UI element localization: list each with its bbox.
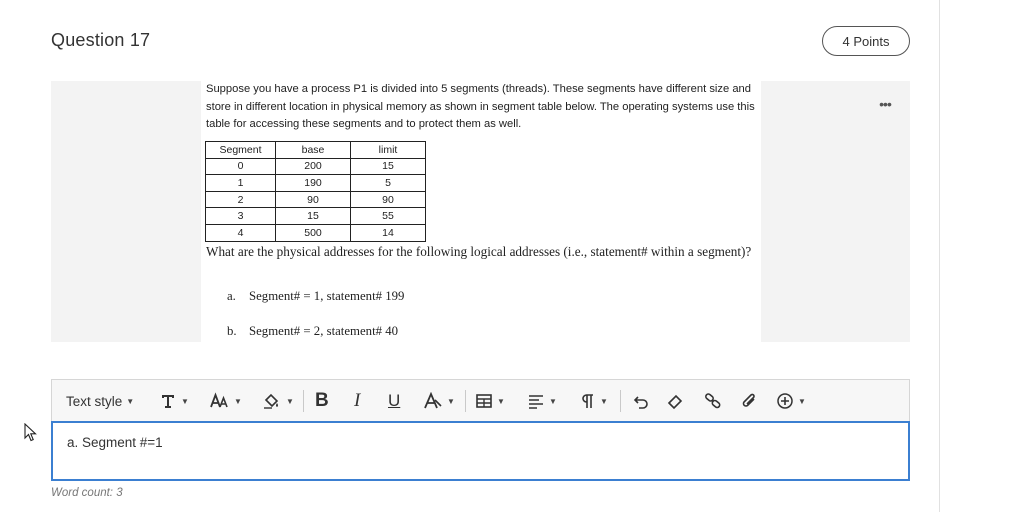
chevron-down-icon: ▼ <box>126 396 135 406</box>
part-label: b. <box>227 324 237 338</box>
table-cell: 55 <box>351 208 426 225</box>
table-cell: 2 <box>206 191 276 208</box>
table-header: base <box>276 142 351 159</box>
align-button[interactable] <box>527 380 557 422</box>
eraser-button[interactable] <box>666 380 684 422</box>
word-count: Word count: 3 <box>51 487 123 499</box>
chevron-down-icon: ▼ <box>600 396 608 406</box>
table-cell: 90 <box>351 191 426 208</box>
table-cell: 200 <box>276 158 351 175</box>
link-icon <box>704 392 722 410</box>
table-cell: 500 <box>276 224 351 241</box>
points-badge: 4 Points <box>822 26 910 56</box>
part-label: a. <box>227 289 236 303</box>
font-color-icon <box>423 392 443 410</box>
font-size-icon <box>210 392 230 410</box>
question-part-b <box>227 324 398 339</box>
underline-icon: U <box>388 391 401 410</box>
answer-editor[interactable] <box>51 421 910 481</box>
undo-button[interactable] <box>632 380 650 422</box>
chevron-down-icon: ▼ <box>447 396 455 406</box>
toolbar-divider <box>303 390 304 412</box>
paragraph-icon <box>580 392 596 410</box>
chevron-down-icon: ▼ <box>234 396 242 406</box>
text-style-label: Text style <box>66 393 123 409</box>
insert-icon <box>776 392 794 410</box>
chevron-down-icon: ▼ <box>798 396 806 406</box>
table-row <box>206 175 426 192</box>
mouse-cursor-icon <box>24 423 38 443</box>
chevron-down-icon: ▼ <box>286 396 294 406</box>
toolbar-divider <box>465 390 466 412</box>
insert-button[interactable] <box>776 380 806 422</box>
table-cell: 5 <box>351 175 426 192</box>
table-cell: 4 <box>206 224 276 241</box>
font-size-button[interactable] <box>210 380 242 422</box>
table-cell: 1 <box>206 175 276 192</box>
table-header: Segment <box>206 142 276 159</box>
italic-button[interactable] <box>354 380 360 422</box>
highlight-icon <box>262 392 282 410</box>
font-button[interactable] <box>159 380 189 422</box>
table-row <box>206 191 426 208</box>
question-title: Question 17 <box>51 30 151 50</box>
undo-icon <box>632 392 650 410</box>
attach-icon <box>740 392 758 410</box>
answer-text[interactable]: a. Segment #=1 <box>67 435 163 450</box>
underline-button[interactable] <box>388 380 400 422</box>
font-color-button[interactable] <box>423 380 455 422</box>
question-part-a <box>227 289 404 304</box>
question-prompt: What are the physical addresses for the following logical addresses (i.e., statement# within a segment)? <box>206 244 752 259</box>
table-cell: 3 <box>206 208 276 225</box>
chevron-down-icon: ▼ <box>181 396 189 406</box>
text-style-dropdown[interactable] <box>66 380 134 422</box>
table-cell: 15 <box>276 208 351 225</box>
highlight-button[interactable] <box>262 380 294 422</box>
table-cell: 14 <box>351 224 426 241</box>
question-intro: Suppose you have a process P1 is divided into 5 segments (threads). These segments have different size and store in different location in physical memory as shown in segment table below. The operating systems use this table for accessing these segments and to protect them as well. <box>206 83 755 130</box>
attach-button[interactable] <box>740 380 758 422</box>
align-icon <box>527 392 545 410</box>
bold-button[interactable] <box>315 380 329 422</box>
table-cell: 0 <box>206 158 276 175</box>
italic-icon: I <box>354 390 361 411</box>
part-text: Segment# = 1, statement# 199 <box>249 289 405 303</box>
table-header-row <box>206 142 426 159</box>
chevron-down-icon: ▼ <box>549 396 557 406</box>
paragraph-button[interactable] <box>580 380 608 422</box>
table-cell: 190 <box>276 175 351 192</box>
bold-icon: B <box>315 390 329 411</box>
eraser-icon <box>666 392 684 410</box>
chevron-down-icon: ▼ <box>497 396 505 406</box>
editor-toolbar <box>51 379 910 421</box>
font-icon <box>159 392 177 410</box>
part-text: Segment# = 2, statement# 40 <box>249 324 399 338</box>
table-button[interactable] <box>475 380 505 422</box>
table-icon <box>475 392 493 410</box>
right-divider <box>939 0 940 512</box>
table-row <box>206 224 426 241</box>
more-options-icon[interactable]: ••• <box>879 96 891 112</box>
table-header: limit <box>351 142 426 159</box>
table-cell: 15 <box>351 158 426 175</box>
link-button[interactable] <box>704 380 722 422</box>
toolbar-divider <box>620 390 621 412</box>
segment-table <box>205 141 426 242</box>
table-row <box>206 208 426 225</box>
table-row <box>206 158 426 175</box>
table-cell: 90 <box>276 191 351 208</box>
